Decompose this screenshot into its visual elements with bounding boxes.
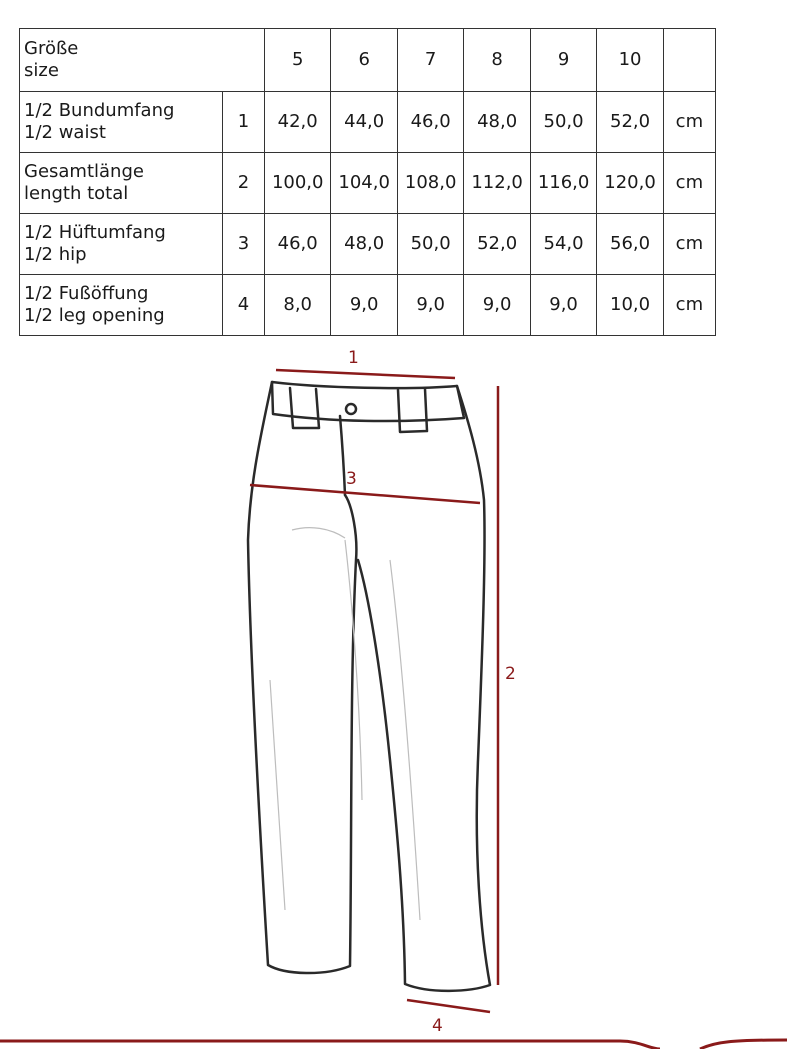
measurement-unit: cm: [663, 153, 715, 214]
waist-measure-label: 1: [348, 348, 359, 368]
size-header: 6: [331, 29, 397, 92]
measurement-value: 54,0: [530, 214, 596, 275]
size-label-en: size: [24, 60, 59, 81]
measurement-value: 44,0: [331, 92, 397, 153]
hip-measure-line: [250, 485, 480, 503]
measurement-value: 46,0: [264, 214, 330, 275]
measurement-label-en: 1/2 leg opening: [24, 305, 165, 326]
measurement-index: 3: [223, 214, 265, 275]
size-header: 9: [530, 29, 596, 92]
measurement-unit: cm: [663, 275, 715, 336]
measurement-value: 8,0: [264, 275, 330, 336]
measurement-label-de: Gesamtlänge: [24, 161, 144, 182]
measurement-value: 42,0: [264, 92, 330, 153]
measurement-value: 52,0: [597, 92, 663, 153]
size-header: 8: [464, 29, 530, 92]
measurement-value: 9,0: [331, 275, 397, 336]
measurement-index: 2: [223, 153, 265, 214]
measurement-value: 9,0: [530, 275, 596, 336]
footer-rule: [0, 1041, 660, 1049]
measurement-index: 1: [223, 92, 265, 153]
size-header: 7: [397, 29, 463, 92]
measurement-label-de: 1/2 Bundumfang: [24, 100, 175, 121]
measurement-value: 48,0: [464, 92, 530, 153]
measurement-unit: cm: [663, 214, 715, 275]
measurement-value: 112,0: [464, 153, 530, 214]
length-measure-label: 2: [505, 664, 516, 684]
measurement-value: 48,0: [331, 214, 397, 275]
hip-measure-label: 3: [346, 469, 357, 489]
measurement-label-de: 1/2 Hüftumfang: [24, 222, 166, 243]
measurement-value: 50,0: [530, 92, 596, 153]
size-header: 5: [264, 29, 330, 92]
fabric-creases: [270, 528, 420, 920]
measurement-lines: [250, 370, 498, 1012]
waist-measure-line: [276, 370, 455, 378]
measurement-value: 10,0: [597, 275, 663, 336]
measurement-label-en: 1/2 hip: [24, 244, 87, 265]
measurement-value: 120,0: [597, 153, 663, 214]
leg-opening-measure-label: 4: [432, 1016, 443, 1036]
measurement-value: 50,0: [397, 214, 463, 275]
measurement-value: 9,0: [397, 275, 463, 336]
measurement-value: 104,0: [331, 153, 397, 214]
measurement-label-en: length total: [24, 183, 129, 204]
measurement-label-en: 1/2 waist: [24, 122, 106, 143]
size-header: 10: [597, 29, 663, 92]
measurement-value: 108,0: [397, 153, 463, 214]
measurement-value: 9,0: [464, 275, 530, 336]
measurement-value: 46,0: [397, 92, 463, 153]
measurement-unit: cm: [663, 92, 715, 153]
measurement-value: 56,0: [597, 214, 663, 275]
measurement-value: 100,0: [264, 153, 330, 214]
measurement-label-de: 1/2 Fußöffung: [24, 283, 149, 304]
measurement-value: 52,0: [464, 214, 530, 275]
size-label-de: Größe: [24, 38, 79, 59]
measurement-value: 116,0: [530, 153, 596, 214]
footer-rule-right: [700, 1040, 787, 1049]
measurement-index: 4: [223, 275, 265, 336]
leg-opening-measure-line: [407, 1000, 490, 1012]
